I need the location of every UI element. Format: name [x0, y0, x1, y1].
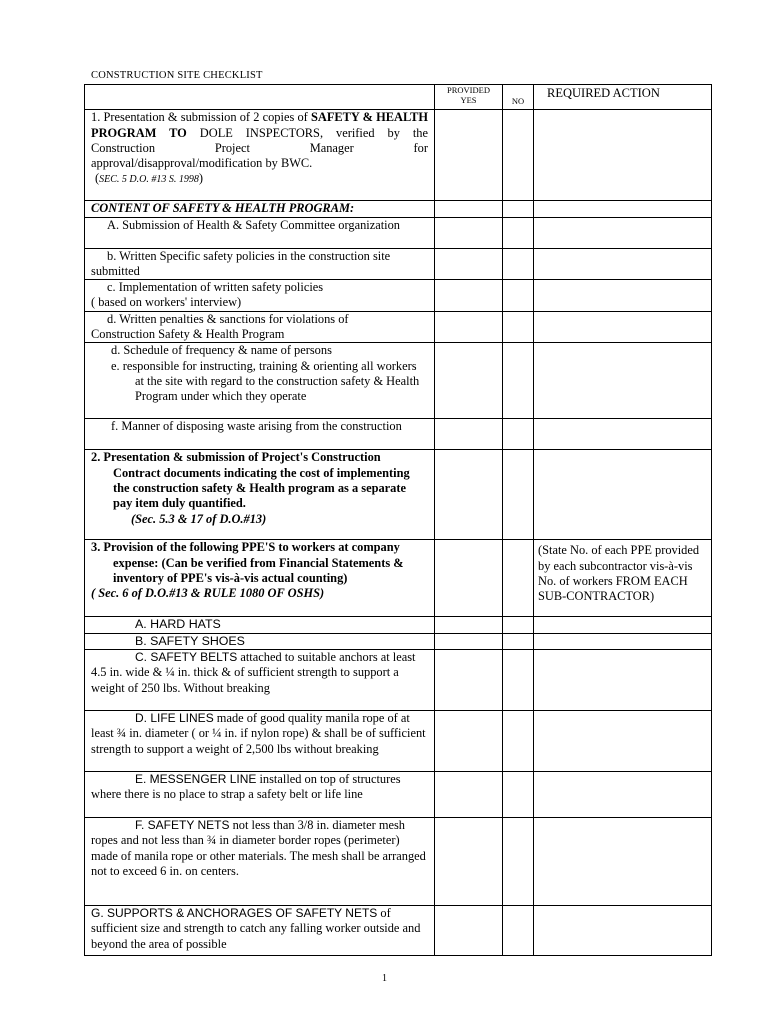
ppe-c-no[interactable]: [503, 649, 534, 710]
header-no-label: NO: [511, 96, 525, 106]
sub-a-no[interactable]: [503, 217, 534, 248]
sub-f-yes[interactable]: [435, 419, 503, 450]
checklist-row-item1: [85, 110, 712, 201]
page-number: 1: [382, 973, 387, 984]
sub-b-label: b. Written Specific safety policies in the construction site submitted: [91, 248, 391, 278]
sub-c-note: ( based on workers' interview): [91, 295, 242, 310]
ppe-g-yes[interactable]: [435, 905, 503, 955]
header-provided-label: PROVIDED: [447, 85, 490, 95]
sub-a-text: [85, 217, 435, 248]
ppe-e-action[interactable]: [534, 771, 712, 817]
ppe-g-text: [85, 905, 435, 955]
sub-b-text: [85, 248, 435, 280]
sub-d-yes[interactable]: [435, 311, 503, 343]
item3-ref: ( Sec. 6 of D.O.#13 & RULE 1080 OF OSHS): [91, 586, 325, 601]
item1-bold: SAFETY & HEALTH PROGRAM TO: [91, 110, 428, 140]
ppe-f-no[interactable]: [503, 817, 534, 905]
checklist-row-de: [85, 343, 712, 419]
checklist-row-item3: [85, 540, 712, 617]
checklist-row-ppe-g: [85, 905, 712, 955]
header-yes-label: YES: [460, 94, 477, 105]
header-provided-yes: [435, 85, 503, 110]
item1-text: 1. Presentation & submission of 2 copies of SAFETY & HEALTH PROGRAM TO DOLE INSPECTORS, verified by the Construction Project Manager for approval/disapproval/modification by BWC. (SEC. 5 D.O. #13 S. 1998): [85, 110, 435, 201]
ppe-d-yes[interactable]: [435, 710, 503, 771]
checklist-row-a: [85, 217, 712, 248]
item1-no-cell[interactable]: [503, 110, 534, 201]
header-item-cell: [85, 85, 435, 110]
checklist-row-ppe-a: [85, 617, 712, 633]
item2-label: 2. Presentation & submission of Project's Construction Contract documents indicating the cost of implementing the construction safety & Health program as a separate pay item duly quantified.: [91, 450, 410, 511]
sub-c-action[interactable]: [534, 280, 712, 312]
content-heading: CONTENT OF SAFETY & HEALTH PROGRAM:: [85, 201, 435, 217]
checklist-row-c: [85, 280, 712, 312]
item2-no[interactable]: [503, 450, 534, 540]
item2-ref: (Sec. 5.3 & 17 of D.O.#13): [131, 511, 267, 526]
item1-action-cell[interactable]: [534, 110, 712, 201]
ppe-e-no[interactable]: [503, 771, 534, 817]
item3-action-note: (State No. of each PPE provided by each subcontractor vis-à-vis No. of workers FROM EACH SUB-CONTRACTOR): [538, 543, 700, 604]
item2-yes[interactable]: [435, 450, 503, 540]
item3-label: 3. Provision of the following PPE'S to workers at company expense: (Can be verified from Financial Statements & inventory of PPE's vis-à-vis actual counting): [91, 540, 404, 585]
checklist-table: [84, 84, 712, 956]
checklist-row-f: [85, 419, 712, 450]
ppe-d-no[interactable]: [503, 710, 534, 771]
sub-c-yes[interactable]: [435, 280, 503, 312]
content-heading-yes[interactable]: [435, 201, 503, 217]
ppe-f-text: [85, 817, 435, 905]
ppe-g-desc: of sufficient size and strength to catch any falling worker outside and beyond the area of possible: [91, 905, 421, 951]
sub-f-text: [85, 419, 435, 450]
ppe-g-action[interactable]: [534, 905, 712, 955]
item3-text: [85, 540, 435, 617]
ppe-a-yes[interactable]: [435, 617, 503, 633]
checklist-row-d: [85, 311, 712, 343]
ppe-e-yes[interactable]: [435, 771, 503, 817]
ppe-c-action[interactable]: [534, 649, 712, 710]
ppe-a-text: A. HARD HATS: [85, 617, 435, 633]
sub-b-action[interactable]: [534, 248, 712, 280]
ppe-c-label: C. SAFETY BELTS: [135, 649, 238, 664]
ppe-d-text: [85, 710, 435, 771]
sub-a-yes[interactable]: [435, 217, 503, 248]
sub-c-no[interactable]: [503, 280, 534, 312]
ppe-d-action[interactable]: [534, 710, 712, 771]
sub-d-no[interactable]: [503, 311, 534, 343]
sub-de-text: [85, 343, 435, 419]
ppe-d-label: D. LIFE LINES: [135, 710, 214, 725]
checklist-row-ppe-f: [85, 817, 712, 905]
sub-a-action[interactable]: [534, 217, 712, 248]
item1-yes-cell[interactable]: [435, 110, 503, 201]
ppe-b-text: B. SAFETY SHOES: [85, 633, 435, 649]
ppe-g-label: G. SUPPORTS & ANCHORAGES OF SAFETY NETS: [91, 905, 378, 920]
ppe-f-label: F. SAFETY NETS: [135, 817, 230, 832]
sub-b-no[interactable]: [503, 248, 534, 280]
sub-a-label: A. Submission of Health & Safety Committee organization: [107, 217, 400, 232]
sub-b-yes[interactable]: [435, 248, 503, 280]
header-action-label: REQUIRED ACTION: [547, 86, 660, 100]
sub-de-no[interactable]: [503, 343, 534, 419]
sub-d-note: Construction Safety & Health Program: [91, 327, 285, 342]
ppe-f-action[interactable]: [534, 817, 712, 905]
sub-d-text: [85, 311, 435, 343]
ppe-c-text: [85, 649, 435, 710]
sub-f-action[interactable]: [534, 419, 712, 450]
ppe-e-desc: installed on top of structures where there is no place to strap a safety belt or life line: [91, 771, 401, 802]
item3-action[interactable]: [534, 540, 712, 617]
item3-no[interactable]: [503, 540, 534, 617]
sub-d-action[interactable]: [534, 311, 712, 343]
header-no: [503, 85, 534, 110]
ppe-a-action[interactable]: [534, 617, 712, 633]
sub-d3-label: d. Schedule of frequency & name of persons: [111, 343, 332, 358]
sub-de-action[interactable]: [534, 343, 712, 419]
item1-ref: SEC. 5 D.O. #13 S. 1998: [99, 174, 199, 186]
ppe-c-desc: attached to suitable anchors at least 4.5 in. wide & ¼ in. thick & of sufficient strength to support a weight of 250 lbs. Without breaking: [91, 649, 416, 695]
document-title: CONSTRUCTION SITE CHECKLIST: [91, 70, 263, 81]
sub-f-no[interactable]: [503, 419, 534, 450]
sub-e-label: e. responsible for instructing, training & orienting all workers at the site with regard to the construction safety & Health Program under which they operate: [111, 358, 420, 404]
item1-rest: DOLE INSPECTORS, verified by the Construction Project Manager for approval/disapproval/modification by BWC.: [91, 125, 429, 171]
sub-de-yes[interactable]: [435, 343, 503, 419]
item1-lead: 1. Presentation & submission of 2 copies of: [91, 110, 308, 125]
checklist-row-item2: [85, 450, 712, 540]
ppe-b-action[interactable]: [534, 633, 712, 649]
ppe-b-yes[interactable]: [435, 633, 503, 649]
item3-yes[interactable]: [435, 540, 503, 617]
header-required-action: [534, 85, 712, 110]
content-heading-row: [85, 201, 712, 217]
sub-f-label: f. Manner of disposing waste arising from the construction: [111, 419, 402, 434]
ppe-b-no[interactable]: [503, 633, 534, 649]
header-row: [85, 85, 712, 110]
checklist-row-ppe-e: [85, 771, 712, 817]
checklist-row-b: [85, 248, 712, 280]
ppe-g-no[interactable]: [503, 905, 534, 955]
item2-text: [85, 450, 435, 540]
sub-c-label: c. Implementation of written safety policies: [107, 280, 324, 295]
sub-d-label: d. Written penalties & sanctions for violations of: [107, 311, 349, 326]
ppe-f-desc: not less than 3/8 in. diameter mesh ropes and not less than ¾ in diameter border ropes (perimeter) made of manila rope or other materials. The mesh shall be arranged not to exceed 6 in. on centers.: [91, 817, 426, 878]
checklist-row-ppe-d: [85, 710, 712, 771]
ppe-e-text: [85, 771, 435, 817]
content-heading-action[interactable]: [534, 201, 712, 217]
content-heading-no[interactable]: [503, 201, 534, 217]
ppe-f-yes[interactable]: [435, 817, 503, 905]
ppe-a-no[interactable]: [503, 617, 534, 633]
checklist-row-ppe-b: [85, 633, 712, 649]
sub-c-text: [85, 280, 435, 312]
ppe-c-yes[interactable]: [435, 649, 503, 710]
ppe-e-label: E. MESSENGER LINE: [135, 771, 257, 786]
item2-action[interactable]: [534, 450, 712, 540]
checklist-row-ppe-c: [85, 649, 712, 710]
ppe-d-desc: made of good quality manila rope of at least ¾ in. diameter ( or ¼ in. if nylon rope) & shall be of sufficient strength to support a weight of 2,500 lbs without breaking: [91, 710, 426, 756]
